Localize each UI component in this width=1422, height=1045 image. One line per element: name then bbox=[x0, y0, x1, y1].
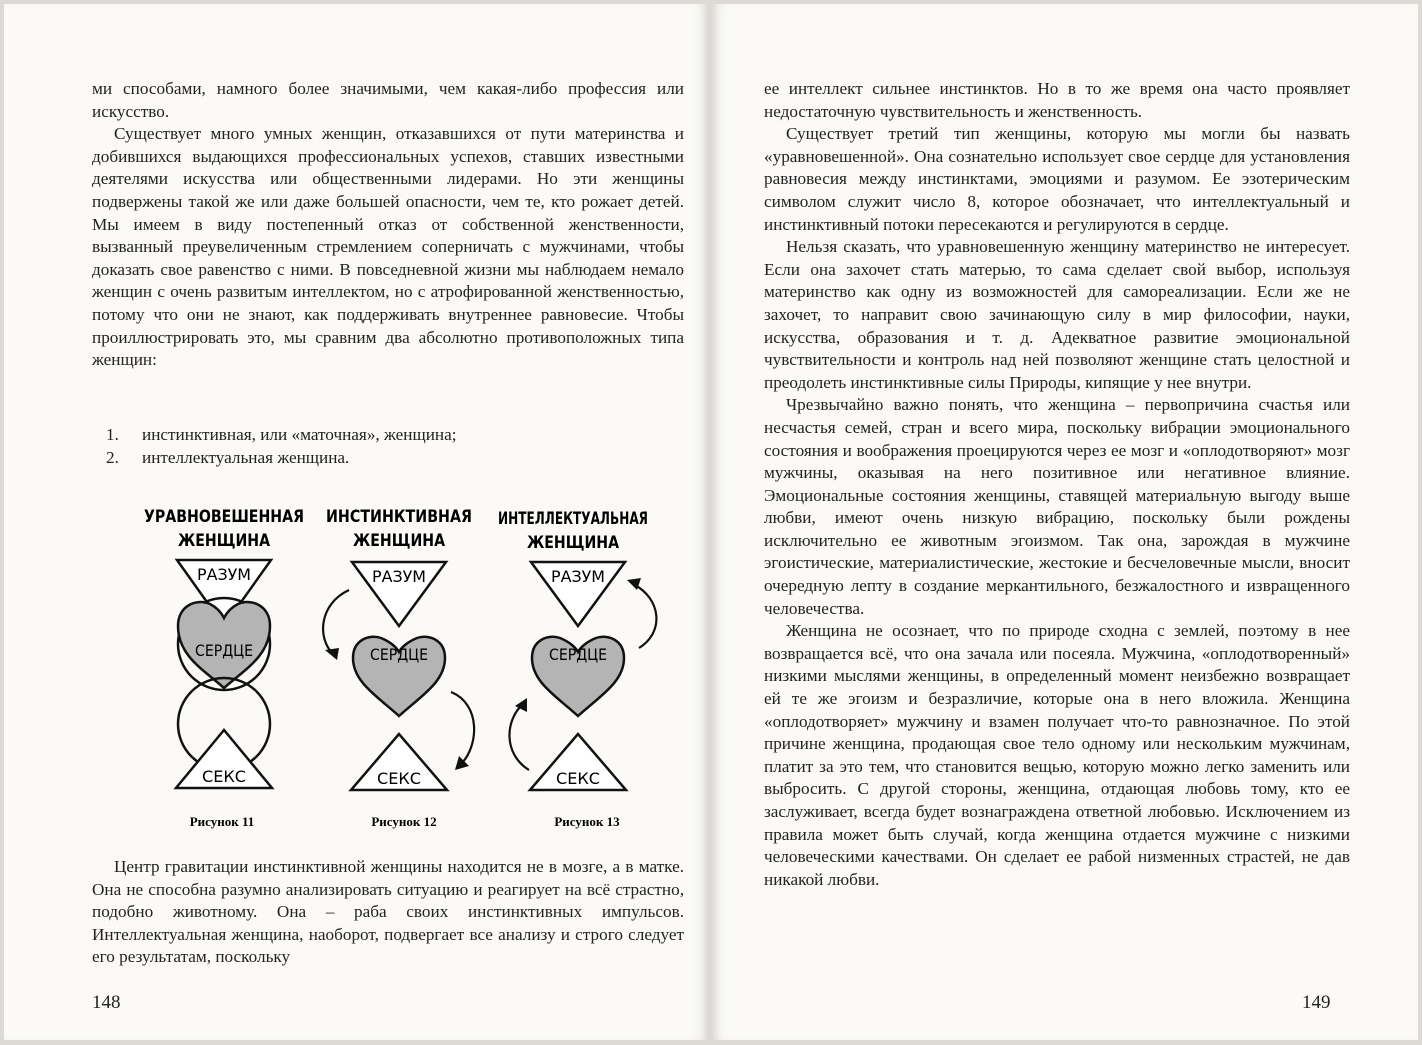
arrowhead bbox=[325, 648, 339, 660]
list-item bbox=[106, 424, 666, 447]
list-number: 1. bbox=[106, 425, 119, 444]
numbered-list bbox=[106, 424, 666, 469]
sex-label: СЕКС bbox=[202, 767, 246, 786]
paragraph: Нельзя сказать, что уравновешенную женщину материнство не интересует. Если она захочет стать матерью, то сама сделает свой выбор, используя материнство как одну из возможностей для самореализации. Если же не захочет, то направит свою зачинающую силу в мир философии, науки, искусства, образования и т. д. Адекватное развитие эмоциональной чувствительности и контроль над ней позволяют женщине стать целостной и преодолеть инстинктивные силы Природы, кипящие у нее внутри. bbox=[764, 237, 1350, 392]
page-number: 148 bbox=[92, 992, 121, 1013]
arrow-sex-to-heart bbox=[509, 704, 529, 770]
mind-label: РАЗУМ bbox=[551, 567, 605, 586]
paragraph: Существует третий тип женщины, которую мы могли бы назвать «уравновешенной». Она сознательно использует свое сердце для установления равновесия между инстинктами, эмоциями и разумом. Ее эзотерическим символом служит число 8, которое обозначает, что интеллектуальный и инстинктивный потоки пересекаются и регулируются в сердце. bbox=[764, 124, 1350, 234]
mind-label: РАЗУМ bbox=[197, 565, 251, 584]
list-number: 2. bbox=[106, 447, 119, 467]
paragraph: Центр гравитации инстинктивной женщины находится не в мозге, а в матке. Она не способна разумно анализировать ситуацию и реагирует на всё страстно, подобно животному. Она – раба своих инстинктивных импульсов. Интеллектуальная женщина, наоборот, подвергает все анализу и строго следует его результатам, поскольку bbox=[92, 857, 684, 967]
arrow-heart-to-sex bbox=[451, 692, 474, 764]
paragraph: ми способами, намного более значимыми, чем какая-либо профессия или искусство. bbox=[92, 79, 684, 121]
paragraph: ее интеллект сильнее инстинктов. Но в то же время она часто проявляет недостаточную чувствительность и женственность. bbox=[764, 79, 1350, 121]
arrow-heart-to-mind bbox=[633, 584, 656, 648]
figure-caption: Рисунок 11 bbox=[189, 814, 255, 829]
sex-label: СЕКС bbox=[377, 769, 421, 788]
sex-label: СЕКС bbox=[556, 769, 600, 788]
list-text: инстинктивная, или «маточная», женщина; bbox=[142, 425, 457, 444]
left-text-bottom bbox=[92, 856, 684, 969]
heart-label: СЕРДЦЕ bbox=[370, 645, 428, 664]
arrow-mind-to-heart bbox=[323, 590, 349, 654]
mind-label: РАЗУМ bbox=[372, 567, 426, 586]
list-text: интеллектуальная женщина. bbox=[142, 447, 350, 467]
figure-balanced-woman bbox=[134, 498, 314, 838]
figure-title-line2: ЖЕНЩИНА bbox=[178, 531, 271, 551]
left-text-top bbox=[92, 78, 684, 372]
list-item bbox=[106, 447, 666, 470]
figure-title-line1: ИНТЕЛЛЕКТУАЛЬНАЯ bbox=[498, 509, 648, 529]
figure-title-line2: ЖЕНЩИНА bbox=[353, 531, 446, 551]
right-page bbox=[712, 4, 1418, 1040]
paragraph: Женщина не осознает, что по природе сходна с землей, поэтому в нее возвращается всё, что она зачала или посеяла. Мужчина, «оплодотворенный» низкими мыслями женщины, в определенный момент неизбежно возвращает ей те же эгоизм и безразличие, которые она в него вложила. Женщина «оплодотворяет» мужчину и взамен получает что-то равнозначное. По этой причине женщина, продающая свое тело одному или нескольким мужчинам, платит за это тем, что становится вещью, которую можно легко заменить или выбросить. С другой стороны, женщина, отдающая любовь тому, кто ее заслуживает, всегда будет вознаграждена ответной любовью. Исключением из правила может быть случай, когда женщина отдается мужчине с низкими человеческими качествами. Он сделает ее рабой низменных страстей, не дав никакой любви. bbox=[764, 621, 1350, 889]
figure-instinctive-woman bbox=[309, 498, 489, 838]
paragraph: Чрезвычайно важно понять, что женщина – первопричина счастья или несчастья семей, стран и всего мира, поскольку вибрации эмоционального состояния и воображения проецируются через ее мозг и «оплодотворяют» мозг мужчины, оказывая на него позитивное или негативное влияние. Эмоциональные состояния женщины, ставящей материальную выгоду выше любви, имеют очень низкую вибрацию, поскольку были рождены исключительно ее животным эгоизмом. Так она, зарождая в мужчине эгоистические, материалистические, жестокие и бесчеловечные мысли, вносит очередную лепту в создание меркантильного, безжалостного и извращенного человечества. bbox=[764, 395, 1350, 618]
figure-caption: Рисунок 12 bbox=[371, 814, 437, 829]
right-text bbox=[764, 78, 1350, 891]
figure-title-line2: ЖЕНЩИНА bbox=[527, 533, 620, 553]
figure-caption: Рисунок 13 bbox=[554, 814, 620, 829]
heart-label: СЕРДЦЕ bbox=[549, 645, 607, 664]
page-number: 149 bbox=[1302, 992, 1331, 1013]
figure-title-line1: ИНСТИНКТИВНАЯ bbox=[326, 507, 472, 527]
figure-intellectual-woman bbox=[489, 498, 669, 838]
heart-label: СЕРДЦЕ bbox=[195, 641, 253, 660]
left-page bbox=[4, 4, 708, 1040]
figure-title-line1: УРАВНОВЕШЕННАЯ bbox=[144, 507, 304, 527]
paragraph: Существует много умных женщин, отказавшихся от пути материнства и добившихся выдающихся профессиональных успехов, ставших известными деятелями искусства или общественными лидерами. Но эти женщины подвержены такой же или даже большей опасности, чем те, кто рожает детей. Мы имеем в виду постепенный отказ от собственной женственности, вызванный преувеличенным стремлением соперничать с мужчинами, чтобы доказать свое равенство с ними. В повседневной жизни мы наблюдаем немало женщин с очень развитым интеллектом, но с атрофированной женственностью, потому что они не знают, как поддерживать внутреннее равновесие. Чтобы проиллюстрировать это, мы сравним два абсолютно противоположных типа женщин: bbox=[92, 124, 684, 370]
